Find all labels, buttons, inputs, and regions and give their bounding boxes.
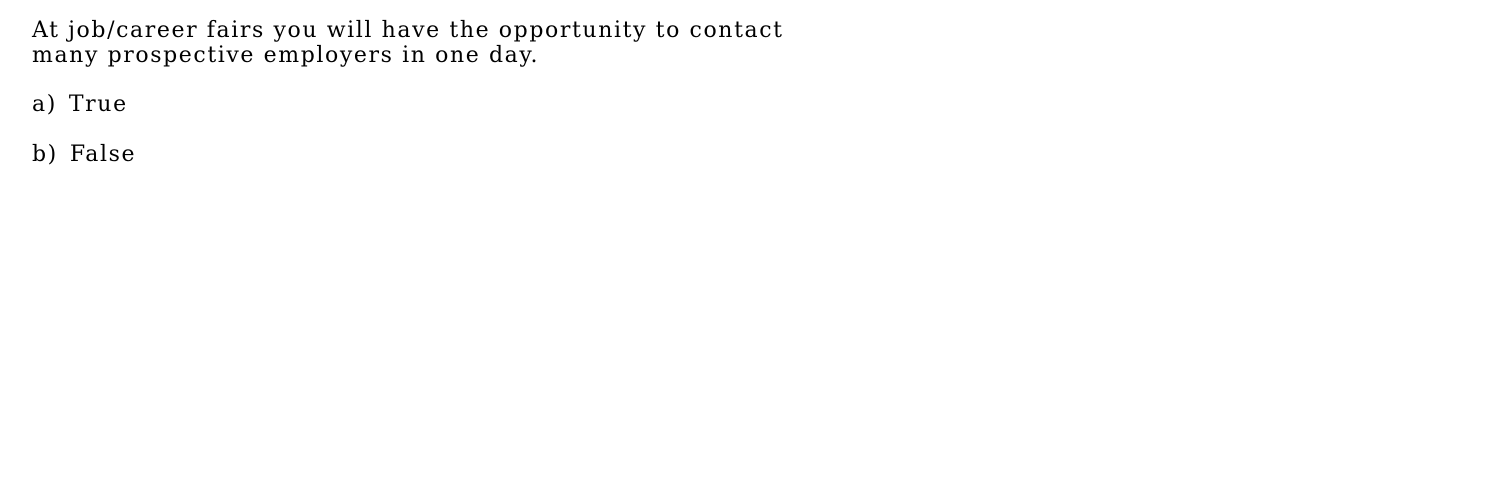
- question-line-1: At job/career fairs you will have the opportunity to contact: [32, 18, 784, 43]
- question-text: [32, 18, 932, 68]
- option-letter: a): [32, 92, 57, 117]
- answer-options: [32, 92, 932, 168]
- question-block: [32, 18, 932, 192]
- option-true[interactable]: [32, 92, 932, 118]
- option-false[interactable]: [32, 142, 932, 168]
- option-letter: b): [32, 142, 58, 167]
- option-text: False: [69, 142, 137, 167]
- option-text: True: [68, 92, 128, 117]
- question-line-2: many prospective employers in one day.: [32, 43, 540, 68]
